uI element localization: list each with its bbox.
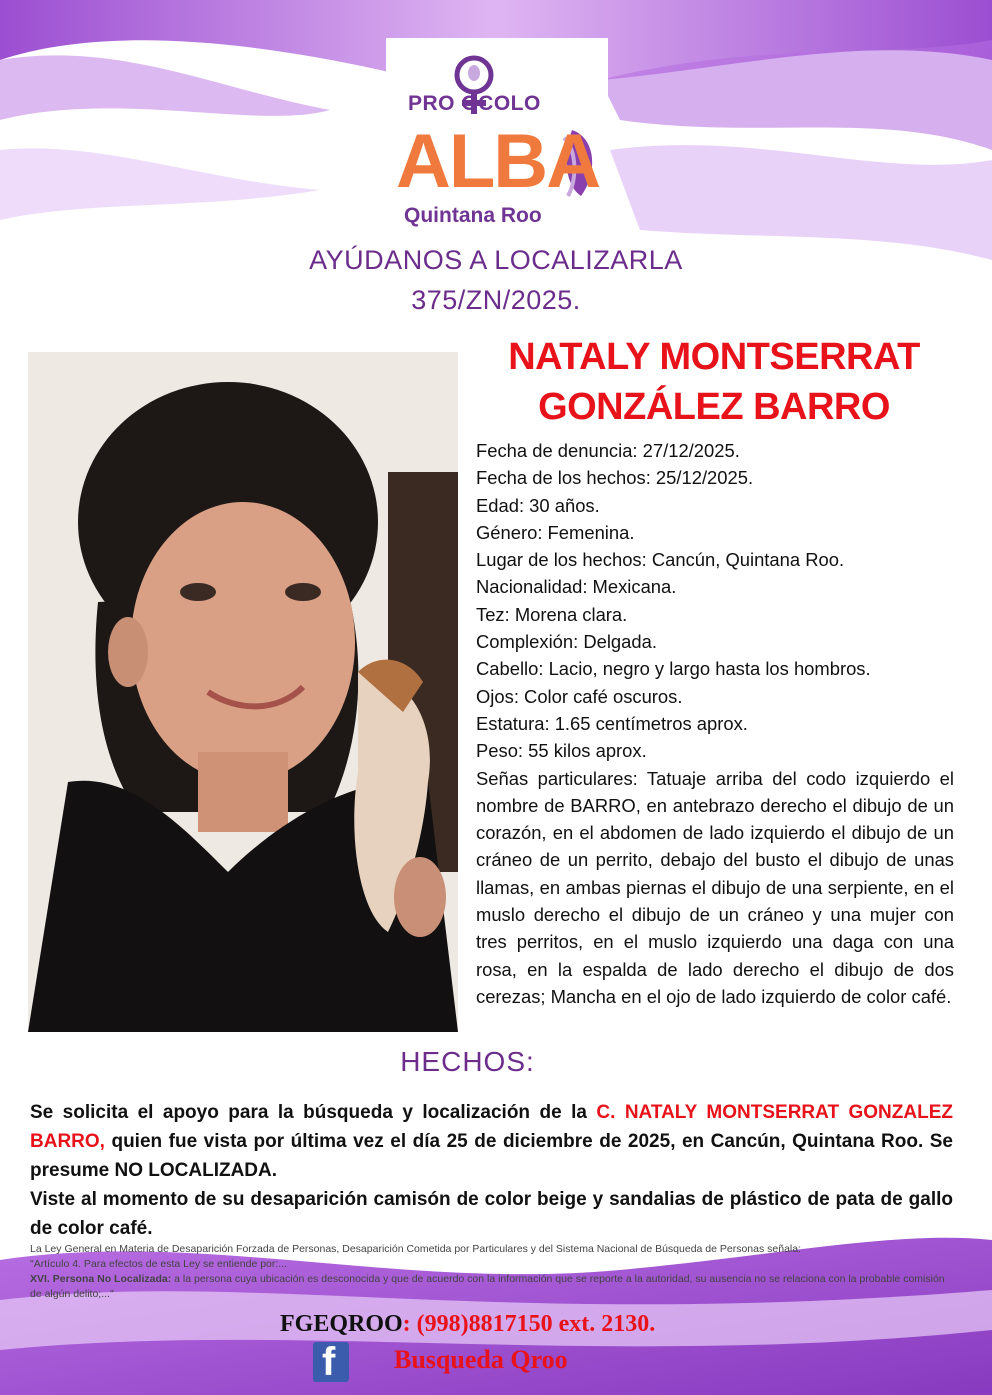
hechos-paragraph-1: [30, 1098, 953, 1185]
detail-peso: Peso: 55 kilos aprox.: [476, 740, 647, 762]
help-locate-heading: AYÚDANOS A LOCALIZARLA: [309, 245, 683, 275]
detail-nacionalidad: Nacionalidad: Mexicana.: [476, 576, 677, 598]
hechos-paragraph-2: Viste al momento de su desaparición camisón de color beige y sandalias de plástico de pata de gallo de color café.: [30, 1189, 953, 1239]
legal-text: [30, 1242, 953, 1302]
detail-edad: Edad: 30 años.: [476, 494, 600, 516]
detail-cabello: Cabello: Lacio, negro y largo hasta los hombros.: [476, 658, 871, 680]
hechos-text: [30, 1098, 953, 1243]
person-name-line1: NATALY MONTSERRAT: [508, 336, 920, 378]
detail-lugar: Lugar de los hechos: Cancún, Quintana Roo.: [476, 549, 845, 571]
detail-genero: Género: Femenina.: [476, 521, 635, 543]
portrait-illustration: [28, 352, 458, 1032]
agency-name: FGEQROO: [280, 1311, 403, 1337]
logo-protocolo-text: PRO OCOLO: [408, 92, 541, 115]
detail-senas-particulares: Señas particulares: Tatuaje arriba del codo izquierdo el nombre de BARRO, en antebrazo derecho el dibujo de un corazón, en el abdomen de lado izquierdo el dibujo de un cráneo de un perrito, debajo del busto el dibujo de unas llamas, en ambas piernas el dibujo de una serpiente, en el muslo derecho el dibujo de un cráneo y una mujer con tres perritos, en el muslo izquierdo una daga con una rosa, en la espalda de lado derecho el dibujo de dos cerezas; Mancha en el ojo de lado izquierdo de color café.: [476, 767, 954, 1007]
person-photo: [28, 352, 458, 1032]
person-name: [478, 332, 950, 432]
case-number: 375/ZN/2025.: [411, 285, 581, 315]
facebook-page-link[interactable]: Busqueda Qroo: [394, 1345, 568, 1374]
person-details: [476, 437, 954, 1010]
facebook-icon[interactable]: f: [313, 1342, 349, 1382]
hechos-p1-rest: quien fue vista por última vez el día 25 de diciembre de 2025, en Cancún, Quintana Roo. Se presume NO LOCALIZADA.: [30, 1131, 953, 1181]
detail-estatura: Estatura: 1.65 centímetros aprox.: [476, 712, 748, 734]
detail-ojos: Ojos: Color café oscuros.: [476, 685, 683, 707]
contact-phone[interactable]: : (998)8817150 ext. 2130.: [402, 1311, 656, 1337]
legal-line-3: [30, 1272, 953, 1302]
legal-line-2: "Artículo 4. Para efectos de esta Ley se entiende por:...: [30, 1258, 288, 1270]
detail-fecha-denuncia: Fecha de denuncia: 27/12/2025.: [476, 440, 740, 461]
person-name-line2: GONZÁLEZ BARRO: [538, 386, 890, 428]
hechos-p1-intro: Se solicita el apoyo para la búsqueda y localización de la: [30, 1102, 597, 1123]
protocolo-alba-logo: [386, 38, 608, 238]
contact-line: [280, 1311, 780, 1338]
legal-definition: a la persona cuya ubicación es desconocida y que de acuerdo con la información que se reporte a la autoridad, su ausencia no se relaciona con la probable comisión de algún delito;...": [30, 1273, 945, 1300]
legal-line-1: La Ley General en Materia de Desaparición Forzada de Personas, Desaparición Cometida por Particulares y del Sistema Nacional de Búsqueda de Personas señala:: [30, 1243, 802, 1255]
legal-term: XVI. Persona No Localizada:: [30, 1273, 172, 1285]
detail-tez: Tez: Morena clara.: [476, 603, 628, 625]
logo-alba-text: ALBA: [396, 119, 600, 204]
hechos-p1-name: C. NATALY MONTSERRAT GONZALEZ BARRO,: [30, 1102, 953, 1152]
detail-complexion: Complexión: Delgada.: [476, 631, 657, 653]
logo-quintana-roo-text: Quintana Roo: [404, 204, 542, 227]
header: [0, 240, 992, 320]
hechos-title: HECHOS:: [400, 1046, 535, 1077]
detail-fecha-hechos: Fecha de los hechos: 25/12/2025.: [476, 467, 754, 489]
